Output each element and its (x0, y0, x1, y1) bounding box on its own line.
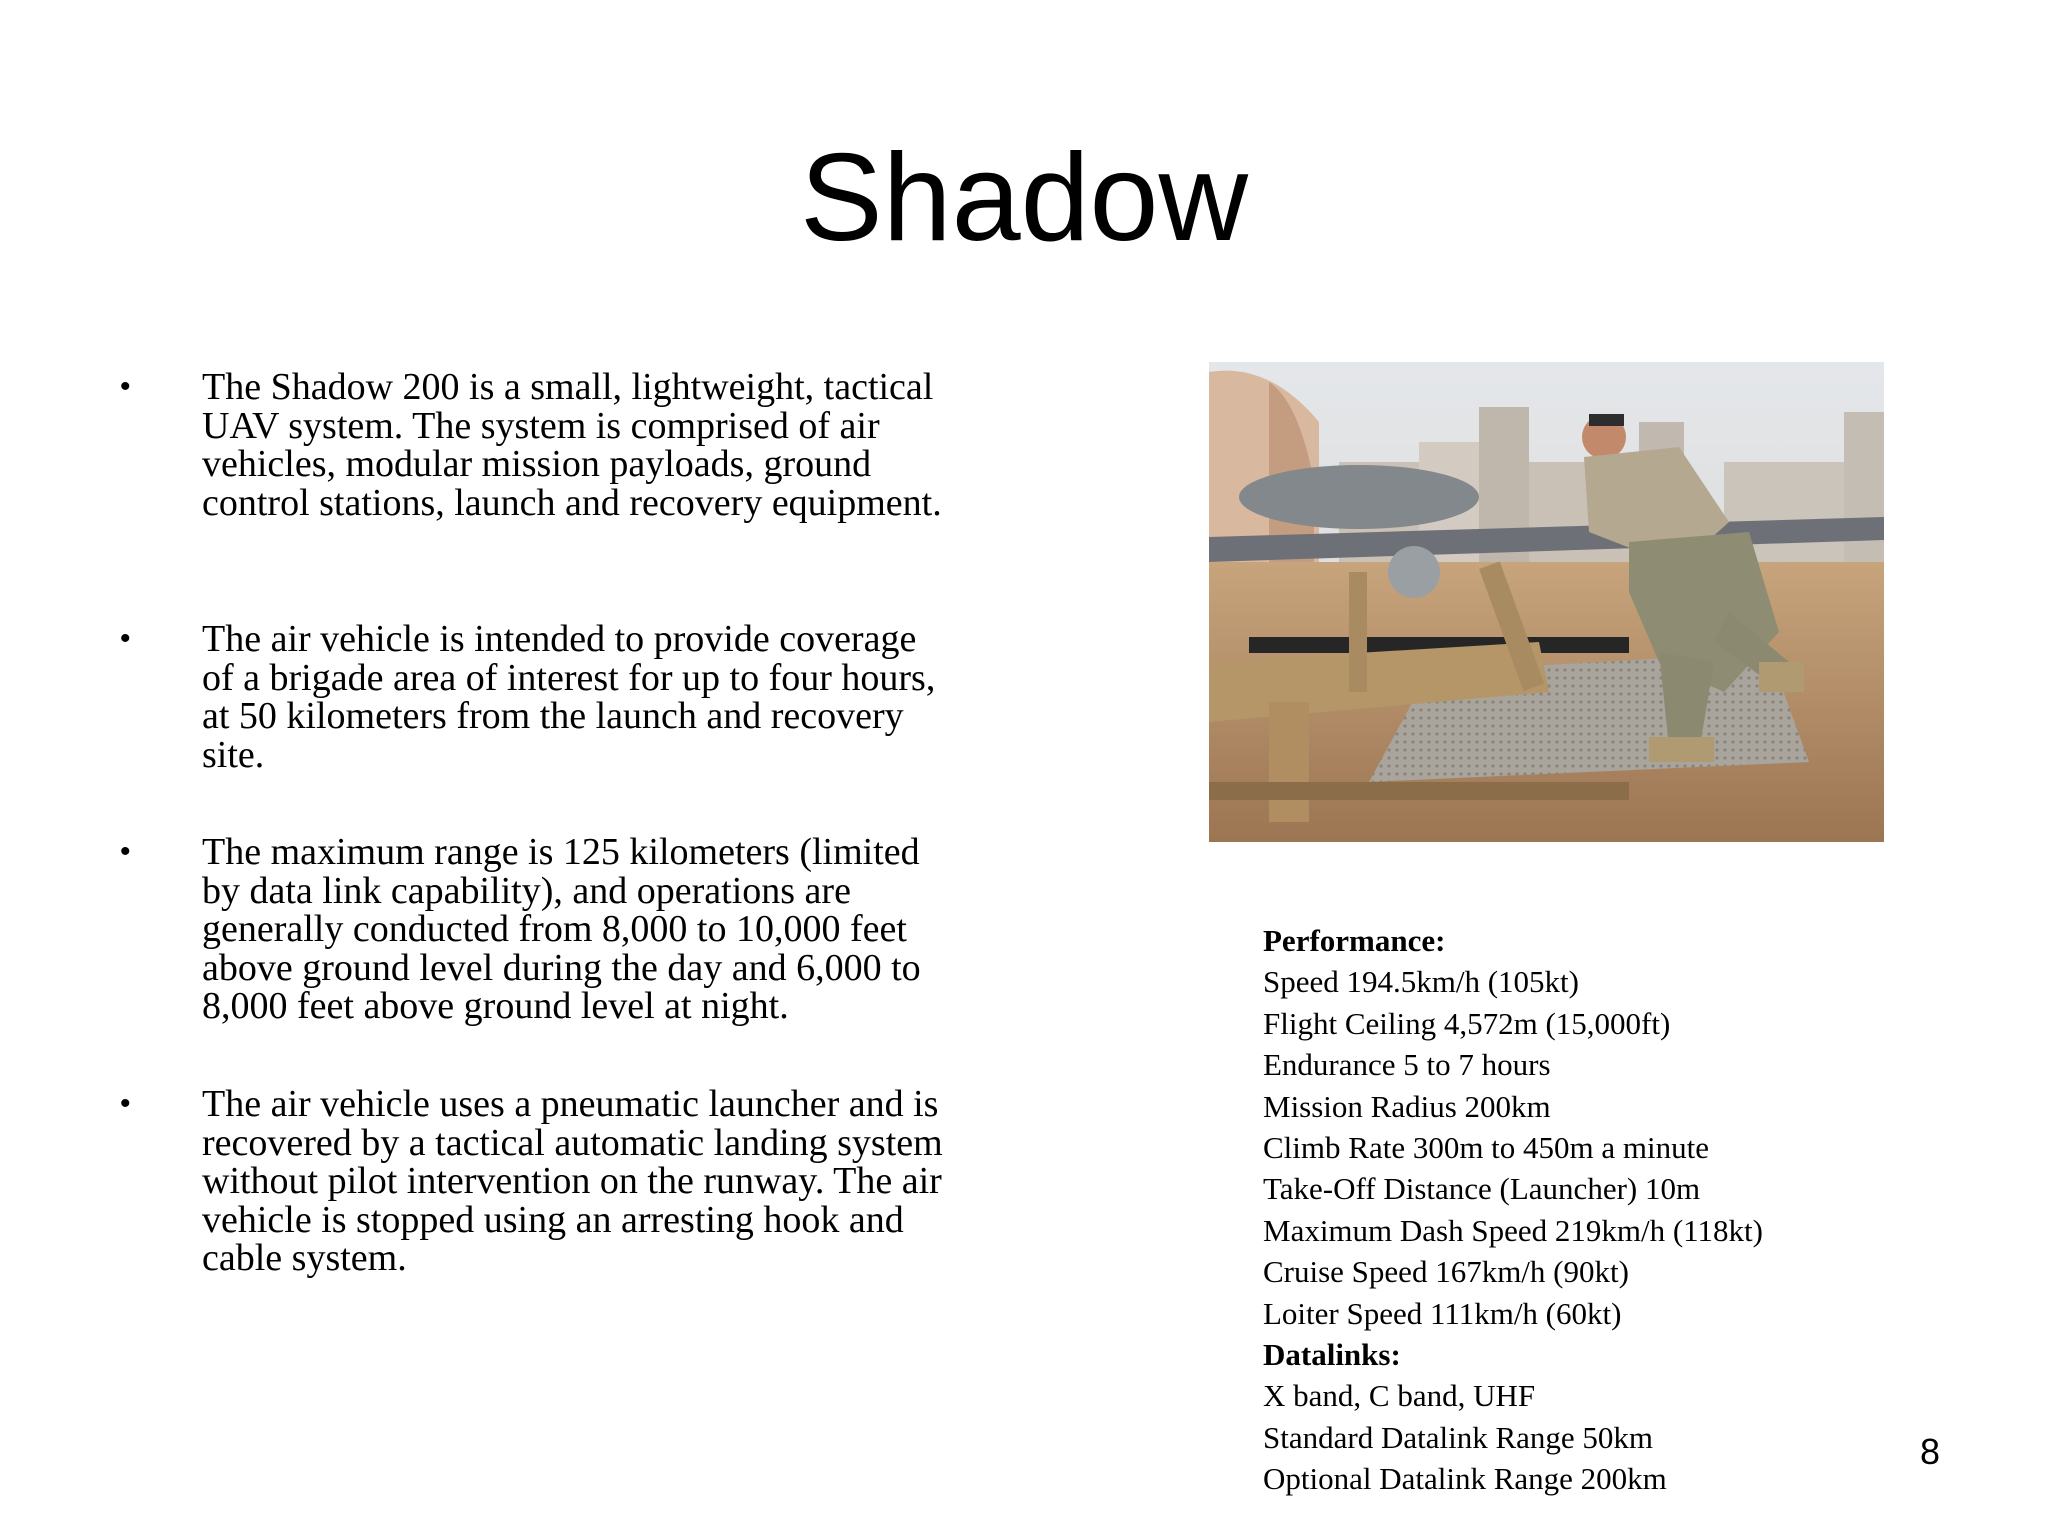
bullet-line: vehicles, modular mission payloads, ground (202, 443, 872, 485)
spec-line: Speed 194.5km/h (105kt) (1263, 964, 1579, 1000)
bullet-marker: • (120, 370, 131, 403)
bullet-line: vehicle is stopped using an arresting hook and (202, 1198, 904, 1241)
bullet-line: cable system. (202, 1237, 407, 1279)
spec-line: Endurance 5 to 7 hours (1263, 1047, 1551, 1083)
spec-line: X band, C band, UHF (1263, 1378, 1536, 1414)
bullet-marker: • (120, 622, 131, 655)
page-number: 8 (1920, 1431, 1941, 1472)
spec-line: Cruise Speed 167km/h (90kt) (1263, 1254, 1629, 1290)
bullet-line: UAV system. The system is comprised of air (202, 404, 880, 447)
bullet-line: by data link capability), and operations are (202, 869, 851, 912)
bullet-text (202, 1085, 1032, 1278)
bullet-line: The air vehicle uses a pneumatic launcher and is (202, 1083, 939, 1125)
bullet-line: 8,000 feet above ground level at night. (202, 985, 789, 1027)
bullet-line: above ground level during the day and 6,000 to (202, 946, 921, 989)
bullet-line: at 50 kilometers from the launch and recovery (202, 695, 904, 737)
spec-line: Flight Ceiling 4,572m (15,000ft) (1263, 1005, 1671, 1041)
spec-line: Loiter Speed 111km/h (60kt) (1263, 1295, 1622, 1331)
datalinks-heading: Datalinks: (1263, 1337, 1401, 1373)
spec-line: Optional Datalink Range 200km (1263, 1461, 1667, 1497)
bullet-text (202, 368, 1032, 522)
performance-heading: Performance: (1263, 923, 1446, 958)
specs-panel (1263, 920, 1903, 1500)
bullet-line: control stations, launch and recovery equipment. (202, 481, 942, 524)
slide-title: Shadow (799, 129, 1249, 267)
spec-line: Climb Rate 300m to 450m a minute (1263, 1130, 1710, 1166)
spec-line: Mission Radius 200km (1263, 1088, 1551, 1124)
bullet-line: recovered by a tactical automatic landing system (202, 1121, 943, 1164)
bullet-line: generally conducted from 8,000 to 10,000 feet (202, 908, 907, 950)
bullet-line: The air vehicle is intended to provide coverage (202, 618, 917, 660)
bullet-line: of a brigade area of interest for up to four hours, (202, 656, 936, 699)
bullet-line: site. (202, 733, 265, 776)
photo-illustration (1209, 362, 1884, 842)
bullet-text (202, 620, 1032, 774)
bullet-text (202, 833, 1032, 1026)
bullet-line: without pilot intervention on the runway. The air (202, 1160, 942, 1202)
spec-line: Standard Datalink Range 50km (1263, 1419, 1653, 1455)
bullet-line: The Shadow 200 is a small, lightweight, tactical (202, 366, 934, 408)
uav-launcher-photo (1209, 362, 1884, 842)
spec-line: Maximum Dash Speed 219km/h (118kt) (1263, 1212, 1763, 1248)
bullet-marker: • (120, 1087, 131, 1120)
spec-line: Take-Off Distance (Launcher) 10m (1263, 1171, 1701, 1207)
bullet-marker: • (120, 835, 131, 868)
bullet-line: The maximum range is 125 kilometers (limited (202, 831, 920, 873)
